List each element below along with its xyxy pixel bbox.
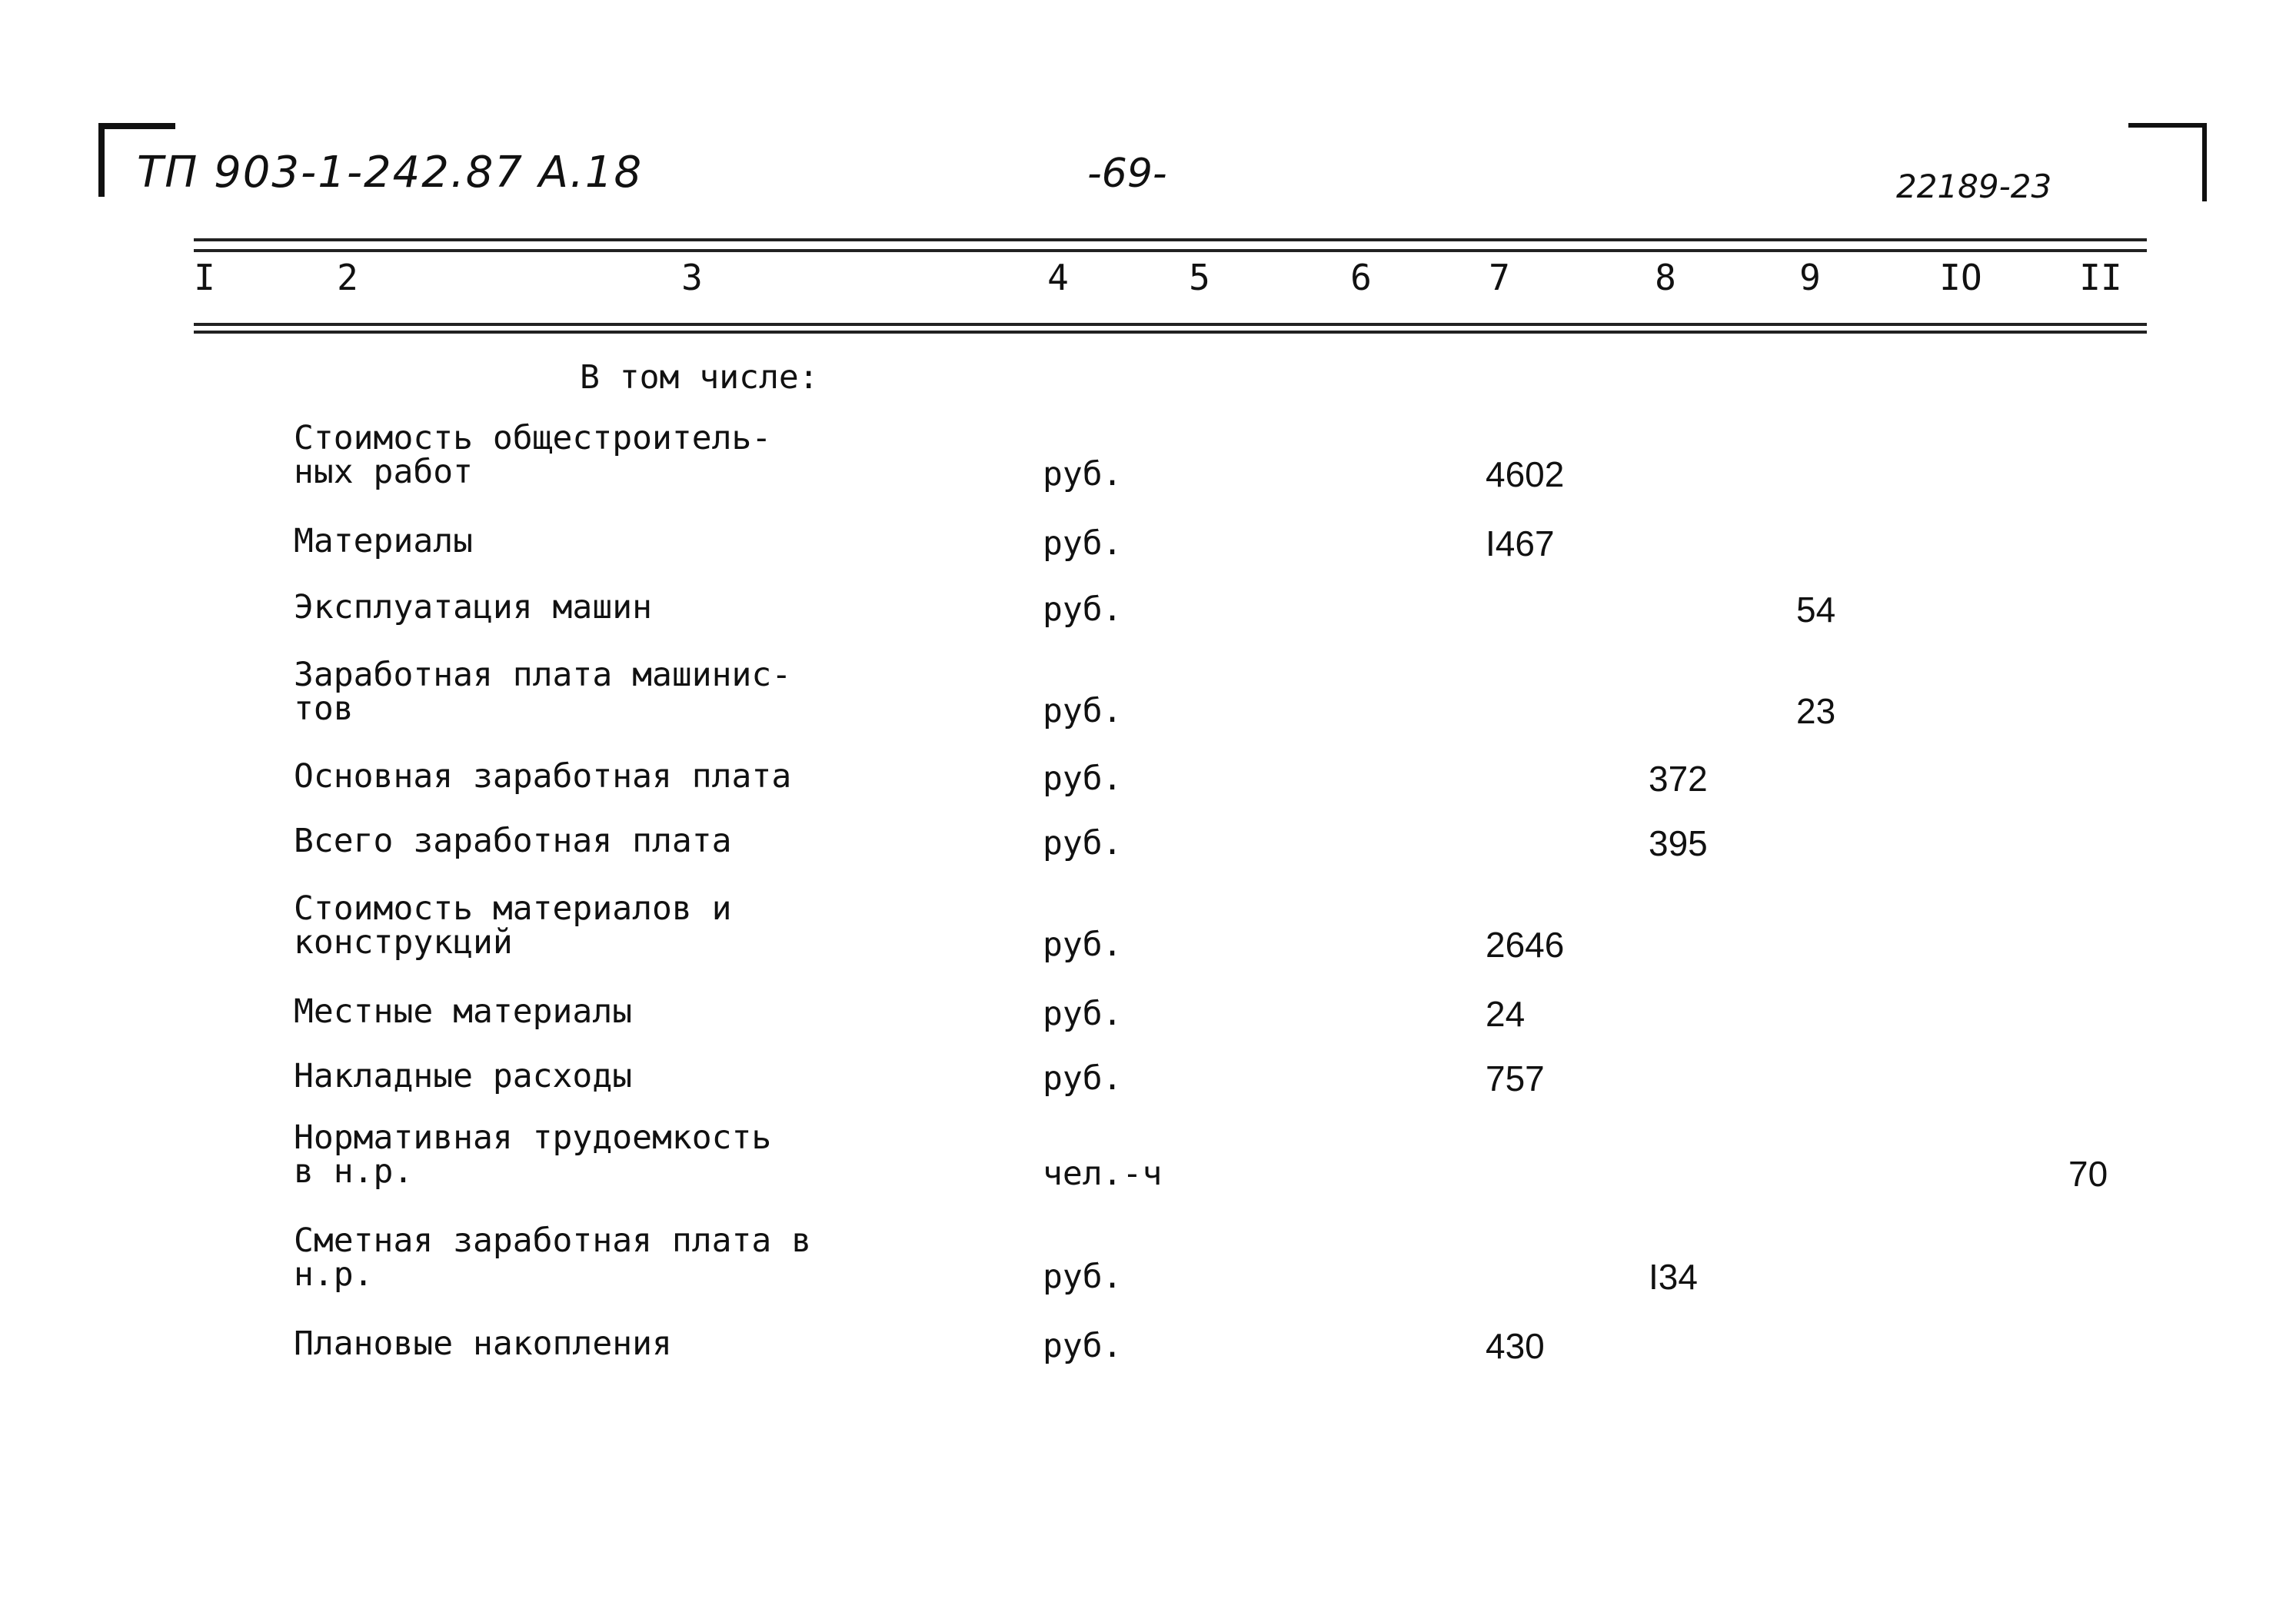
row-unit: руб. [1043,926,1123,964]
row-description: Материалы [294,522,473,560]
column-number: 2 [337,257,358,298]
row-description: Плановые накопления [294,1324,672,1363]
row-unit: руб. [1043,692,1123,730]
column-number: II [2079,257,2122,298]
row-value: 70 [2068,1154,2108,1194]
row-description: Заработная плата машинис- тов [294,656,792,728]
row-description: Сметная заработная плата в н.р. [294,1221,812,1294]
column-number: 9 [1799,257,1821,298]
table-header-rule-inner [194,331,2147,334]
document-code: ТП 903-1-242.87 А.18 [137,148,644,198]
row-description: Стоимость материалов и конструкций [294,889,732,962]
table-header-rule [194,323,2147,326]
row-description: Нормативная трудоемкость в н.р. [294,1118,772,1191]
column-number: 3 [681,257,703,298]
row-unit: руб. [1043,824,1123,862]
row-unit: руб. [1043,1258,1123,1296]
row-description: Стоимость общестроитель- ных работ [294,419,772,491]
row-unit: руб. [1043,455,1123,494]
row-description: Основная заработная плата [294,757,792,796]
row-unit: руб. [1043,524,1123,563]
page-number: -69- [1087,151,1167,197]
frame-corner-right [2128,123,2207,201]
row-unit: руб. [1043,759,1123,798]
table-intro-label: В том числе: [580,358,819,397]
row-value: 4602 [1486,454,1565,494]
row-description: Всего заработная плата [294,822,732,860]
column-number: 5 [1189,257,1210,298]
column-number: I [194,257,215,298]
row-value: 430 [1486,1326,1545,1366]
column-number: 4 [1047,257,1069,298]
row-unit: руб. [1043,590,1123,629]
row-value: 23 [1796,691,1836,731]
column-number: 7 [1489,257,1510,298]
row-value: 757 [1486,1059,1545,1098]
row-unit: чел.-ч [1043,1155,1163,1193]
row-value: 395 [1649,823,1708,863]
row-value: 2646 [1486,925,1565,965]
row-value: I467 [1486,523,1555,563]
row-value: 372 [1649,759,1708,799]
row-value: I34 [1649,1257,1698,1297]
column-number: 8 [1655,257,1676,298]
row-description: Местные материалы [294,992,633,1031]
table-top-rule [194,238,2147,241]
column-number: 6 [1350,257,1372,298]
sheet-code: 22189-23 [1896,168,2052,205]
column-number: IO [1939,257,1982,298]
table-top-rule-inner [194,249,2147,252]
row-unit: руб. [1043,1059,1123,1098]
row-value: 24 [1486,994,1526,1034]
row-description: Накладные расходы [294,1057,633,1095]
row-value: 54 [1796,590,1836,630]
row-unit: руб. [1043,995,1123,1033]
row-description: Эксплуатация машин [294,588,652,627]
row-unit: руб. [1043,1327,1123,1365]
